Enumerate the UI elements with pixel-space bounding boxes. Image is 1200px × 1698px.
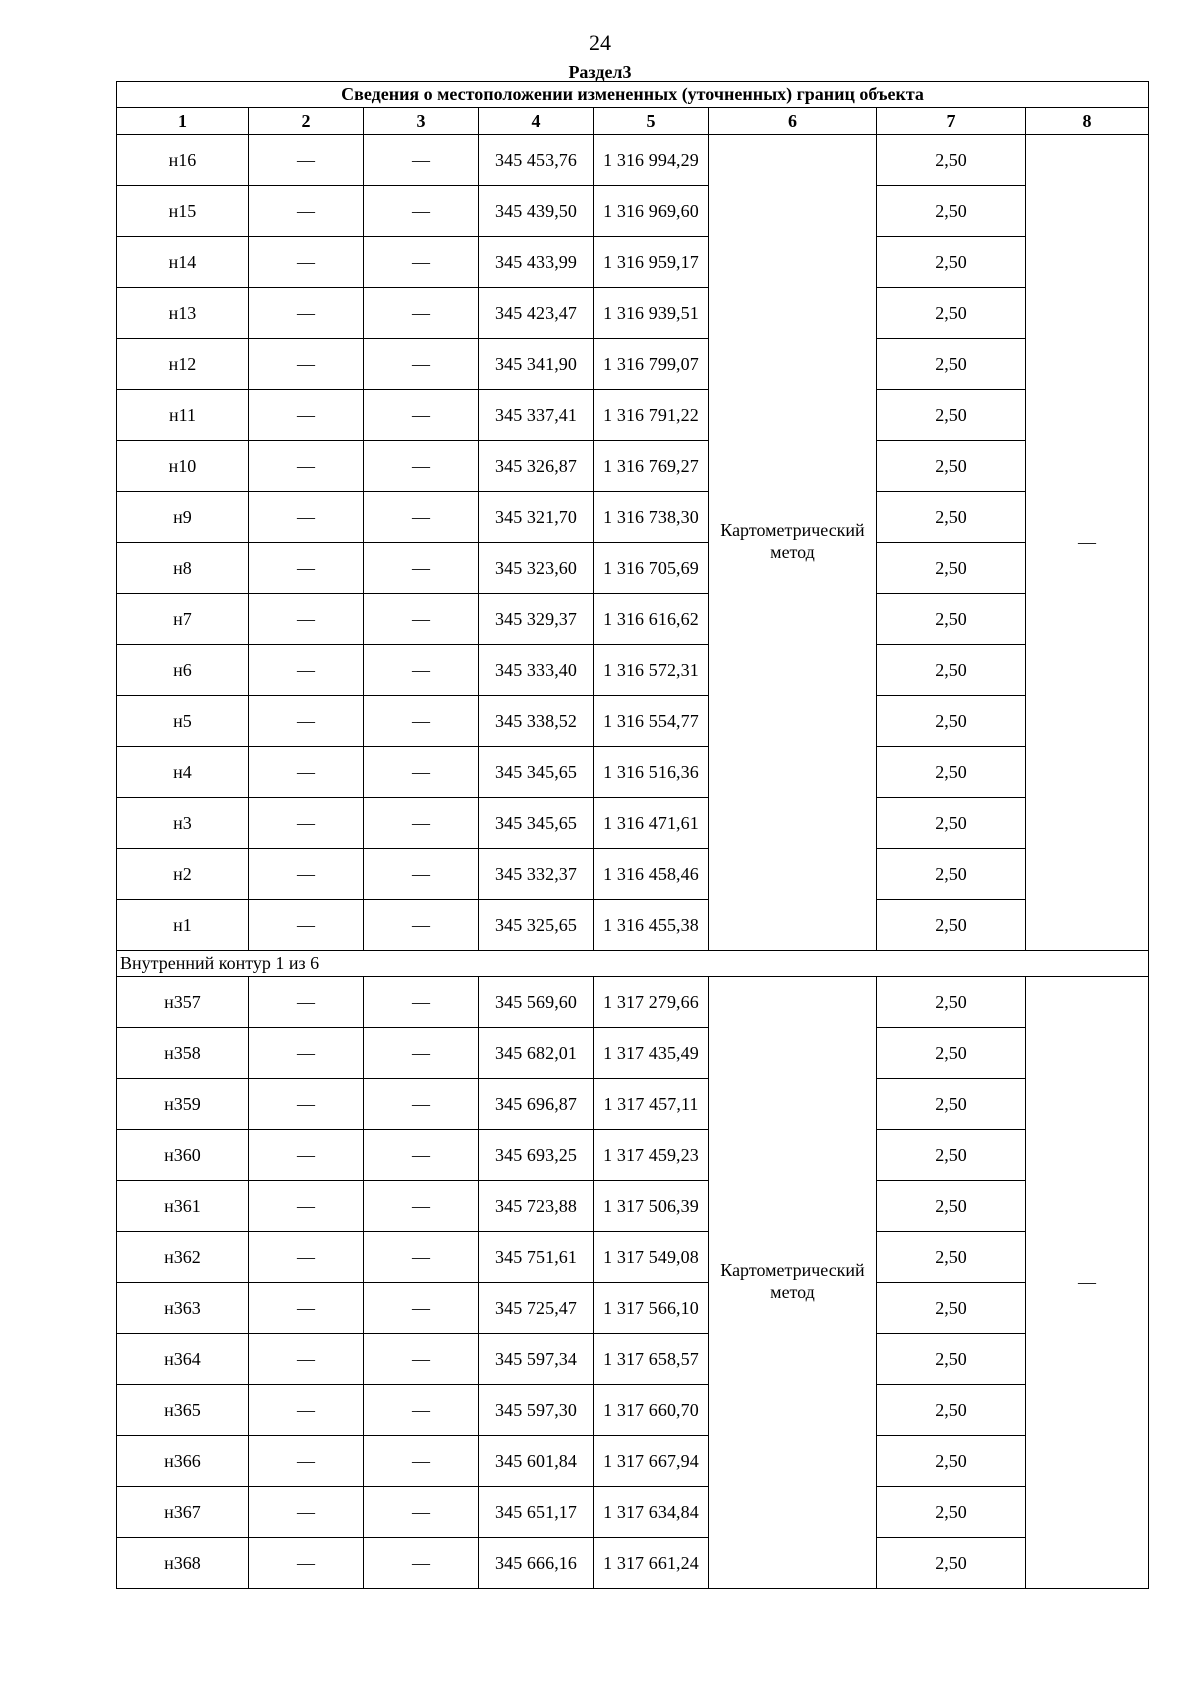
col3-cell: —	[364, 1334, 479, 1385]
page-number: 24	[589, 30, 611, 55]
x-coordinate-cell: 345 325,65	[479, 900, 594, 951]
precision-cell: 2,50	[877, 1538, 1026, 1589]
x-coordinate-cell: 345 651,17	[479, 1487, 594, 1538]
table-row	[117, 1130, 1149, 1181]
point-name-cell: н16	[117, 135, 249, 186]
col2-cell: —	[249, 1436, 364, 1487]
point-name-cell: н10	[117, 441, 249, 492]
col2-cell: —	[249, 1232, 364, 1283]
precision-cell: 2,50	[877, 186, 1026, 237]
y-coordinate-cell: 1 317 279,66	[594, 977, 709, 1028]
table-row	[117, 1487, 1149, 1538]
y-coordinate-cell: 1 316 969,60	[594, 186, 709, 237]
col2-cell: —	[249, 492, 364, 543]
col3-cell: —	[364, 1028, 479, 1079]
table-row	[117, 1232, 1149, 1283]
y-coordinate-cell: 1 316 738,30	[594, 492, 709, 543]
y-coordinate-cell: 1 317 634,84	[594, 1487, 709, 1538]
x-coordinate-cell: 345 333,40	[479, 645, 594, 696]
x-coordinate-cell: 345 321,70	[479, 492, 594, 543]
column-header: 1	[117, 108, 249, 135]
precision-cell: 2,50	[877, 1436, 1026, 1487]
precision-cell: 2,50	[877, 1334, 1026, 1385]
x-coordinate-cell: 345 453,76	[479, 135, 594, 186]
col8-cell: —	[1026, 135, 1149, 951]
column-header: 8	[1026, 108, 1149, 135]
x-coordinate-cell: 345 345,65	[479, 747, 594, 798]
col3-cell: —	[364, 798, 479, 849]
point-name-cell: н368	[117, 1538, 249, 1589]
y-coordinate-cell: 1 317 506,39	[594, 1181, 709, 1232]
point-name-cell: н361	[117, 1181, 249, 1232]
point-name-cell: н7	[117, 594, 249, 645]
table-row	[117, 492, 1149, 543]
y-coordinate-cell: 1 317 566,10	[594, 1283, 709, 1334]
precision-cell: 2,50	[877, 1130, 1026, 1181]
col3-cell: —	[364, 339, 479, 390]
table-row	[117, 1028, 1149, 1079]
x-coordinate-cell: 345 725,47	[479, 1283, 594, 1334]
y-coordinate-cell: 1 316 705,69	[594, 543, 709, 594]
contour-label: Внутренний контур 1 из 6	[117, 951, 1149, 977]
y-coordinate-cell: 1 316 572,31	[594, 645, 709, 696]
col2-cell: —	[249, 1028, 364, 1079]
point-name-cell: н359	[117, 1079, 249, 1130]
col2-cell: —	[249, 1385, 364, 1436]
x-coordinate-cell: 345 569,60	[479, 977, 594, 1028]
y-coordinate-cell: 1 316 516,36	[594, 747, 709, 798]
point-name-cell: н2	[117, 849, 249, 900]
point-name-cell: н357	[117, 977, 249, 1028]
point-name-cell: н14	[117, 237, 249, 288]
col3-cell: —	[364, 747, 479, 798]
x-coordinate-cell: 345 326,87	[479, 441, 594, 492]
y-coordinate-cell: 1 316 471,61	[594, 798, 709, 849]
col2-cell: —	[249, 1334, 364, 1385]
point-name-cell: н367	[117, 1487, 249, 1538]
x-coordinate-cell: 345 341,90	[479, 339, 594, 390]
col8-cell: —	[1026, 977, 1149, 1589]
col2-cell: —	[249, 977, 364, 1028]
table-row	[117, 390, 1149, 441]
column-header: 2	[249, 108, 364, 135]
x-coordinate-cell: 345 693,25	[479, 1130, 594, 1181]
x-coordinate-cell: 345 597,30	[479, 1385, 594, 1436]
table-row	[117, 747, 1149, 798]
precision-cell: 2,50	[877, 390, 1026, 441]
point-name-cell: н15	[117, 186, 249, 237]
table-row	[117, 1283, 1149, 1334]
precision-cell: 2,50	[877, 339, 1026, 390]
col2-cell: —	[249, 390, 364, 441]
table-row	[117, 288, 1149, 339]
precision-cell: 2,50	[877, 237, 1026, 288]
point-name-cell: н6	[117, 645, 249, 696]
point-name-cell: н5	[117, 696, 249, 747]
x-coordinate-cell: 345 439,50	[479, 186, 594, 237]
precision-cell: 2,50	[877, 1181, 1026, 1232]
precision-cell: 2,50	[877, 798, 1026, 849]
col3-cell: —	[364, 594, 479, 645]
point-name-cell: н8	[117, 543, 249, 594]
y-coordinate-cell: 1 316 455,38	[594, 900, 709, 951]
col2-cell: —	[249, 594, 364, 645]
table-row	[117, 1181, 1149, 1232]
precision-cell: 2,50	[877, 1028, 1026, 1079]
precision-cell: 2,50	[877, 492, 1026, 543]
method-cell: Картометрический метод	[709, 135, 877, 951]
point-name-cell: н365	[117, 1385, 249, 1436]
y-coordinate-cell: 1 317 661,24	[594, 1538, 709, 1589]
precision-cell: 2,50	[877, 288, 1026, 339]
y-coordinate-cell: 1 316 554,77	[594, 696, 709, 747]
x-coordinate-cell: 345 696,87	[479, 1079, 594, 1130]
coordinates-table	[116, 81, 1149, 1589]
table-row	[117, 237, 1149, 288]
col2-cell: —	[249, 849, 364, 900]
col3-cell: —	[364, 849, 479, 900]
col3-cell: —	[364, 696, 479, 747]
point-name-cell: н363	[117, 1283, 249, 1334]
precision-cell: 2,50	[877, 1385, 1026, 1436]
col3-cell: —	[364, 543, 479, 594]
table-row	[117, 645, 1149, 696]
col2-cell: —	[249, 798, 364, 849]
precision-cell: 2,50	[877, 1283, 1026, 1334]
col2-cell: —	[249, 441, 364, 492]
col2-cell: —	[249, 645, 364, 696]
table-row	[117, 1436, 1149, 1487]
col3-cell: —	[364, 390, 479, 441]
column-header: 5	[594, 108, 709, 135]
column-header: 7	[877, 108, 1026, 135]
point-name-cell: н3	[117, 798, 249, 849]
y-coordinate-cell: 1 316 616,62	[594, 594, 709, 645]
x-coordinate-cell: 345 682,01	[479, 1028, 594, 1079]
y-coordinate-cell: 1 317 660,70	[594, 1385, 709, 1436]
col3-cell: —	[364, 186, 479, 237]
y-coordinate-cell: 1 317 667,94	[594, 1436, 709, 1487]
y-coordinate-cell: 1 316 791,22	[594, 390, 709, 441]
column-header-row	[117, 108, 1149, 135]
col2-cell: —	[249, 543, 364, 594]
precision-cell: 2,50	[877, 900, 1026, 951]
y-coordinate-cell: 1 317 435,49	[594, 1028, 709, 1079]
table-row	[117, 135, 1149, 186]
col3-cell: —	[364, 441, 479, 492]
method-cell: Картометрический метод	[709, 977, 877, 1589]
point-name-cell: н362	[117, 1232, 249, 1283]
col2-cell: —	[249, 186, 364, 237]
precision-cell: 2,50	[877, 543, 1026, 594]
table-row	[117, 441, 1149, 492]
table-row	[117, 900, 1149, 951]
point-name-cell: н360	[117, 1130, 249, 1181]
precision-cell: 2,50	[877, 441, 1026, 492]
point-name-cell: н358	[117, 1028, 249, 1079]
col3-cell: —	[364, 237, 479, 288]
col3-cell: —	[364, 1181, 479, 1232]
col3-cell: —	[364, 1232, 479, 1283]
col3-cell: —	[364, 977, 479, 1028]
precision-cell: 2,50	[877, 645, 1026, 696]
x-coordinate-cell: 345 332,37	[479, 849, 594, 900]
point-name-cell: н364	[117, 1334, 249, 1385]
x-coordinate-cell: 345 666,16	[479, 1538, 594, 1589]
col2-cell: —	[249, 1181, 364, 1232]
table-row	[117, 186, 1149, 237]
precision-cell: 2,50	[877, 1079, 1026, 1130]
col3-cell: —	[364, 1130, 479, 1181]
col2-cell: —	[249, 900, 364, 951]
x-coordinate-cell: 345 329,37	[479, 594, 594, 645]
col2-cell: —	[249, 1079, 364, 1130]
y-coordinate-cell: 1 316 458,46	[594, 849, 709, 900]
column-header: 4	[479, 108, 594, 135]
y-coordinate-cell: 1 317 457,11	[594, 1079, 709, 1130]
point-name-cell: н366	[117, 1436, 249, 1487]
x-coordinate-cell: 345 338,52	[479, 696, 594, 747]
table-row	[117, 543, 1149, 594]
point-name-cell: н13	[117, 288, 249, 339]
precision-cell: 2,50	[877, 747, 1026, 798]
precision-cell: 2,50	[877, 849, 1026, 900]
col3-cell: —	[364, 645, 479, 696]
col3-cell: —	[364, 1538, 479, 1589]
precision-cell: 2,50	[877, 696, 1026, 747]
precision-cell: 2,50	[877, 594, 1026, 645]
y-coordinate-cell: 1 316 799,07	[594, 339, 709, 390]
precision-cell: 2,50	[877, 1232, 1026, 1283]
col3-cell: —	[364, 1487, 479, 1538]
table-title: Сведения о местоположении измененных (уточненных) границ объекта	[117, 82, 1149, 108]
col2-cell: —	[249, 1283, 364, 1334]
table-row	[117, 849, 1149, 900]
x-coordinate-cell: 345 337,41	[479, 390, 594, 441]
table-row	[117, 696, 1149, 747]
precision-cell: 2,50	[877, 1487, 1026, 1538]
table-row	[117, 1538, 1149, 1589]
table-row	[117, 1079, 1149, 1130]
x-coordinate-cell: 345 323,60	[479, 543, 594, 594]
col2-cell: —	[249, 1538, 364, 1589]
precision-cell: 2,50	[877, 977, 1026, 1028]
col2-cell: —	[249, 288, 364, 339]
table-row	[117, 977, 1149, 1028]
col3-cell: —	[364, 900, 479, 951]
x-coordinate-cell: 345 601,84	[479, 1436, 594, 1487]
column-header: 6	[709, 108, 877, 135]
x-coordinate-cell: 345 597,34	[479, 1334, 594, 1385]
section-label: Раздел3	[568, 62, 632, 82]
y-coordinate-cell: 1 316 959,17	[594, 237, 709, 288]
table-row	[117, 594, 1149, 645]
column-header: 3	[364, 108, 479, 135]
col2-cell: —	[249, 747, 364, 798]
col3-cell: —	[364, 288, 479, 339]
col2-cell: —	[249, 696, 364, 747]
col2-cell: —	[249, 339, 364, 390]
col3-cell: —	[364, 1079, 479, 1130]
point-name-cell: н4	[117, 747, 249, 798]
col3-cell: —	[364, 492, 479, 543]
table-body	[117, 135, 1149, 1589]
x-coordinate-cell: 345 423,47	[479, 288, 594, 339]
table-row	[117, 1385, 1149, 1436]
y-coordinate-cell: 1 316 939,51	[594, 288, 709, 339]
point-name-cell: н9	[117, 492, 249, 543]
y-coordinate-cell: 1 317 658,57	[594, 1334, 709, 1385]
col3-cell: —	[364, 135, 479, 186]
precision-cell: 2,50	[877, 135, 1026, 186]
y-coordinate-cell: 1 316 994,29	[594, 135, 709, 186]
table-row	[117, 339, 1149, 390]
table-row	[117, 1334, 1149, 1385]
contour-label-row	[117, 951, 1149, 977]
col2-cell: —	[249, 1130, 364, 1181]
col2-cell: —	[249, 1487, 364, 1538]
col3-cell: —	[364, 1385, 479, 1436]
point-name-cell: н1	[117, 900, 249, 951]
table-row	[117, 798, 1149, 849]
x-coordinate-cell: 345 751,61	[479, 1232, 594, 1283]
point-name-cell: н11	[117, 390, 249, 441]
point-name-cell: н12	[117, 339, 249, 390]
x-coordinate-cell: 345 433,99	[479, 237, 594, 288]
col3-cell: —	[364, 1436, 479, 1487]
col3-cell: —	[364, 1283, 479, 1334]
x-coordinate-cell: 345 723,88	[479, 1181, 594, 1232]
y-coordinate-cell: 1 317 549,08	[594, 1232, 709, 1283]
x-coordinate-cell: 345 345,65	[479, 798, 594, 849]
y-coordinate-cell: 1 317 459,23	[594, 1130, 709, 1181]
y-coordinate-cell: 1 316 769,27	[594, 441, 709, 492]
col2-cell: —	[249, 135, 364, 186]
col2-cell: —	[249, 237, 364, 288]
